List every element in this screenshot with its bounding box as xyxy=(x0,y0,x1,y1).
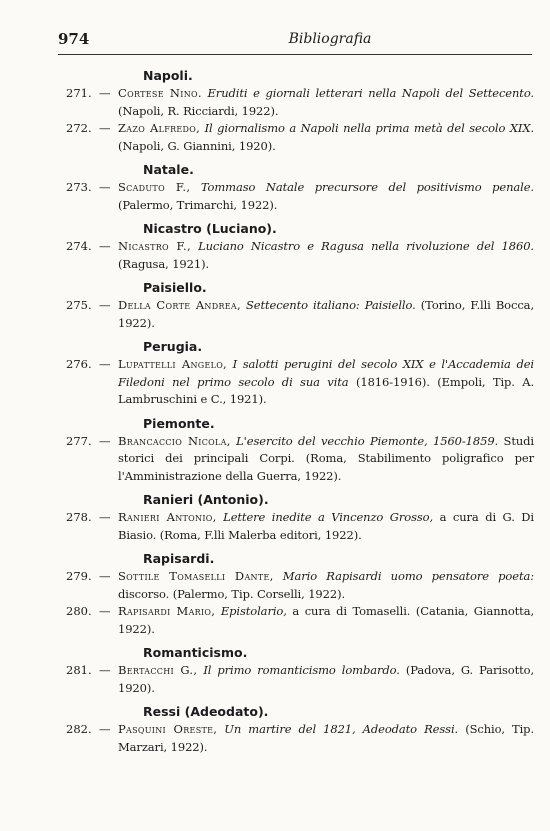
entry-publication: (Palermo, Trimarchi, 1922). xyxy=(118,197,278,212)
entry-author: Della Corte Andrea, xyxy=(118,298,241,312)
entry-publication: (Ragusa, 1921). xyxy=(118,256,210,271)
entry-publication: (Padova, G. Parisotto, 1920). xyxy=(118,663,534,695)
entry-text xyxy=(118,238,534,273)
entry-author: Bertacchi G., xyxy=(118,663,198,677)
bibliography-section xyxy=(0,644,550,697)
entry-number: 277. xyxy=(66,433,92,448)
entry-author: Cortese Nino. xyxy=(118,86,202,100)
entry-dash: — xyxy=(99,180,111,194)
entry-number: 282. xyxy=(66,722,92,736)
entry-author: Zazo Alfredo, xyxy=(118,121,201,135)
bibliography-entry xyxy=(0,85,550,120)
entry-text xyxy=(118,721,534,756)
bibliography-entry xyxy=(0,662,550,697)
entry-author: Nicastro F., xyxy=(118,239,191,253)
entry-author: Sottile Tomaselli Dante, xyxy=(118,569,274,583)
entry-number: 276. xyxy=(66,357,92,371)
entry-dash: — xyxy=(99,722,111,736)
section-heading: Nicastro (Luciano). xyxy=(143,221,277,236)
entry-dash: — xyxy=(99,569,111,583)
bibliography-section xyxy=(0,220,550,273)
entry-publication: (Napoli, R. Ricciardi, 1922). xyxy=(118,103,279,118)
bibliography-entry xyxy=(0,433,550,486)
entry-dash: — xyxy=(99,357,111,371)
section-heading: Ranieri (Antonio). xyxy=(143,492,269,507)
entry-text xyxy=(118,568,534,603)
bibliography-entry xyxy=(0,509,550,544)
entry-title: Tommaso Natale precursore del positivismo penale. xyxy=(200,180,534,194)
entry-number: 279. xyxy=(66,569,92,583)
entry-dash: — xyxy=(99,239,111,253)
entry-title: Lettere inedite a Vincenzo Grosso, xyxy=(223,510,434,524)
section-heading: Ressi (Adeodato). xyxy=(143,704,269,719)
entry-text xyxy=(118,120,534,155)
entry-dash: — xyxy=(99,298,111,312)
bibliography-section xyxy=(0,279,550,332)
bibliography-entry xyxy=(0,120,550,155)
entry-dash: — xyxy=(99,433,111,448)
section-heading: Napoli. xyxy=(143,68,193,83)
entry-number: 281. xyxy=(66,663,92,677)
entry-text xyxy=(118,356,534,409)
entry-text xyxy=(118,85,534,120)
entry-number: 273. xyxy=(66,180,92,194)
section-heading: Rapisardi. xyxy=(143,551,215,566)
bibliography-entry xyxy=(0,721,550,756)
entry-publication: (Schio, Tip. Marzari, 1922). xyxy=(118,722,535,754)
entry-publication: (1816-1916). (Empoli, Tip. A. Lambruschini e C., 1921). xyxy=(118,374,535,406)
entry-number: 280. xyxy=(66,604,92,618)
section-heading: Perugia. xyxy=(143,339,203,354)
header-rule xyxy=(58,54,532,55)
bibliography-section xyxy=(0,415,550,486)
bibliography-entry xyxy=(0,297,550,332)
bibliography-section xyxy=(0,161,550,214)
entry-author: Scaduto F., xyxy=(118,180,191,194)
entry-publication: discorso. (Palermo, Tip. Corselli, 1922). xyxy=(118,586,346,601)
bibliography-entry xyxy=(0,568,550,603)
entry-title: Settecento italiano: Paisiello. xyxy=(246,298,416,312)
entry-dash: — xyxy=(99,121,111,135)
bibliography-list xyxy=(0,67,550,756)
entry-title: Un martire del 1821, Adeodato Ressi. xyxy=(224,722,459,736)
entry-number: 272. xyxy=(66,121,92,135)
entry-publication: Studi storici dei principali Corpi. (Roma, Stabilimento poligrafico per l'Amministrazione della Guerra, 1922). xyxy=(118,433,534,483)
entry-publication: a cura di G. Di Biasio. (Roma, F.lli Malerba editori, 1922). xyxy=(118,510,535,542)
entry-author: Lupattelli Angelo, xyxy=(118,357,228,371)
bibliography-entry xyxy=(0,238,550,273)
entry-title: Luciano Nicastro e Ragusa nella rivoluzione del 1860. xyxy=(198,239,534,253)
section-heading: Romanticismo. xyxy=(143,645,248,660)
entry-dash: — xyxy=(99,604,111,618)
entry-text xyxy=(118,179,534,214)
page-header xyxy=(58,30,532,54)
section-heading: Piemonte. xyxy=(143,415,215,431)
bibliography-entry xyxy=(0,356,550,409)
entry-title: Epistolario, xyxy=(220,604,287,618)
bibliography-entry xyxy=(0,179,550,214)
entry-publication: (Torino, F.lli Bocca, 1922). xyxy=(118,298,534,330)
entry-title: Mario Rapisardi uomo pensatore poeta: xyxy=(282,569,535,583)
entry-number: 274. xyxy=(66,239,92,253)
entry-publication: (Napoli, G. Giannini, 1920). xyxy=(118,138,276,153)
entry-title: Eruditi e giornali letterari nella Napoli del Settecento. xyxy=(207,86,534,100)
entry-number: 275. xyxy=(66,298,92,312)
entry-dash: — xyxy=(99,510,111,524)
bibliography-section xyxy=(0,703,550,756)
entry-title: Il giornalismo a Napoli nella prima metà del secolo XIX. xyxy=(204,121,534,135)
entry-title: L'esercito del vecchio Piemonte, 1560-1859. xyxy=(236,433,499,448)
entry-text xyxy=(118,509,534,544)
entry-author: Ranieri Antonio, xyxy=(118,510,217,524)
entry-dash: — xyxy=(99,86,111,100)
entry-dash: — xyxy=(99,663,111,677)
entry-title: I salotti perugini del secolo XIX e l'Accademia dei Filedoni nel primo secolo di sua vita xyxy=(118,357,534,389)
entry-author: Brancaccio Nicola, xyxy=(118,433,231,448)
entry-title: Il primo romanticismo lombardo. xyxy=(203,663,400,677)
page-number: 974 xyxy=(58,30,90,48)
section-heading: Natale. xyxy=(143,162,194,177)
entry-author: Rapisardi Mario, xyxy=(118,604,216,618)
entry-text xyxy=(118,433,534,486)
bibliography-section xyxy=(0,67,550,120)
entry-number: 271. xyxy=(66,86,92,100)
bibliography-section xyxy=(0,120,550,155)
entry-author: Pasquini Oreste, xyxy=(118,722,218,736)
entry-text xyxy=(118,603,534,638)
bibliography-section xyxy=(0,338,550,409)
section-heading: Paisiello. xyxy=(143,280,207,295)
entry-publication: a cura di Tomaselli. (Catania, Giannotta, 1922). xyxy=(118,604,534,636)
bibliography-entry xyxy=(0,603,550,638)
entry-number: 278. xyxy=(66,510,92,524)
running-title: Bibliografia xyxy=(288,31,372,47)
entry-text xyxy=(118,662,534,697)
bibliography-section xyxy=(0,491,550,544)
bibliography-section xyxy=(0,550,550,638)
entry-text xyxy=(118,297,534,332)
